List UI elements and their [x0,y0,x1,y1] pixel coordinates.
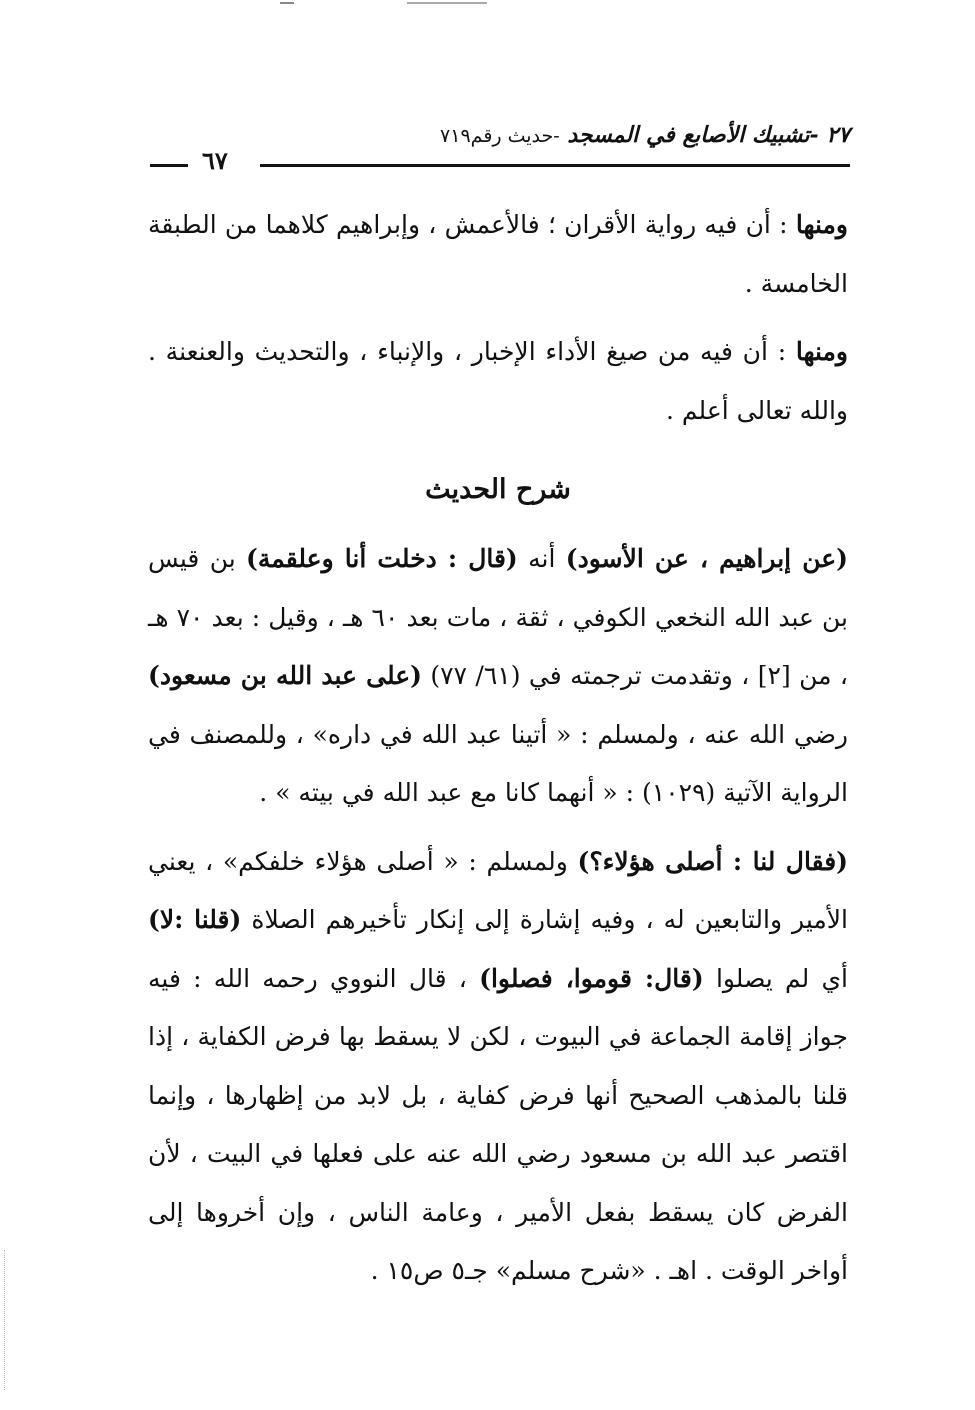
hadith-reference: -حديث رقم٧١٩ [440,125,560,147]
paragraph-text: : أن فيه رواية الأقران ؛ فالأعمش ، وإبراهيم كلاهما من الطبقة الخامسة . [148,210,848,298]
page-header [150,122,850,178]
lead-word: ومنها [795,210,848,239]
scan-edge-marks [4,1250,7,1390]
paragraph-sharh-1 [148,530,848,823]
commentary-text: ، قال النووي رحمه الله : فيه جواز إقامة الجماعة في البيوت ، لكن لا يسقط بها فرض الكفاية ، إذا قلنا بالمذهب الصحيح أنها فرض كفاية ، بل لابد من إظهارها ، وإنما اقتصر عبد الله بن مسعود رضي الله عنه على فعلها في البيت ، لأن الفرض كان يسقط بفعل الأمير ، وعامة الناس ، وإن أخروها إلى أواخر الوقت . اهـ . «شرح مسلم» جـ٥ ص١٥ . [148,963,848,1285]
commentary-text: رضي الله عنه ، ولمسلم : « أتينا عبد الله في داره» ، وللمصنف في الرواية الآتية (١٠٢٩) : « أنهما كانا مع عبد الله في بيته » . [148,719,848,807]
chapter-title [440,122,850,148]
scan-top-marks [0,0,975,8]
page-number: ٦٧ [202,146,228,175]
lead-word: ومنها [795,337,848,366]
header-rule-short [150,164,188,167]
page-body [148,196,848,1301]
chapter-name: ٢٧ -تشبيك الأصابع في المسجد [567,122,850,148]
hadith-quote: (عن إبراهيم ، عن الأسود) [565,544,848,573]
commentary-text: بن قيس بن عبد الله النخعي الكوفي ، ثقة ، مات بعد ٦٠ هـ ، وقيل : بعد ٧٠ هـ ، من [٢] ، وتقدمت ترجمته في (٦١/ ٧٧) [148,544,849,690]
section-heading: شرح الحديث [425,474,571,505]
header-rule [260,164,850,167]
commentary-text: أنه [517,544,566,573]
hadith-quote: (قال: قوموا، فصلوا) [479,963,704,993]
scan-mark [407,2,487,4]
paragraph-siyagh-ada [148,323,848,440]
paragraph-riwaya-aqran [148,196,848,313]
hadith-quote: (قال : دخلت أنا وعلقمة) [246,544,518,573]
hadith-quote: (قلنا :لا) [148,905,242,934]
paragraph-text: : أن فيه من صيغ الأداء الإخبار ، والإنباء ، والتحديث والعنعنة . والله تعالى أعلم . [148,337,848,425]
commentary-text: ولمسلم : « أصلى هؤلاء خلفكم» ، يعني الأمير والتابعين له ، وفيه إشارة إلى إنكار تأخيرهم الصلاة [148,846,848,934]
hadith-quote: (على عبد الله بن مسعود) [148,661,422,690]
scan-mark [280,2,294,4]
hadith-quote: (فقال لنا : أصلى هؤلاء؟) [577,846,848,876]
commentary-text: أي لم يصلوا [703,963,848,993]
paragraph-sharh-2 [148,833,848,1301]
